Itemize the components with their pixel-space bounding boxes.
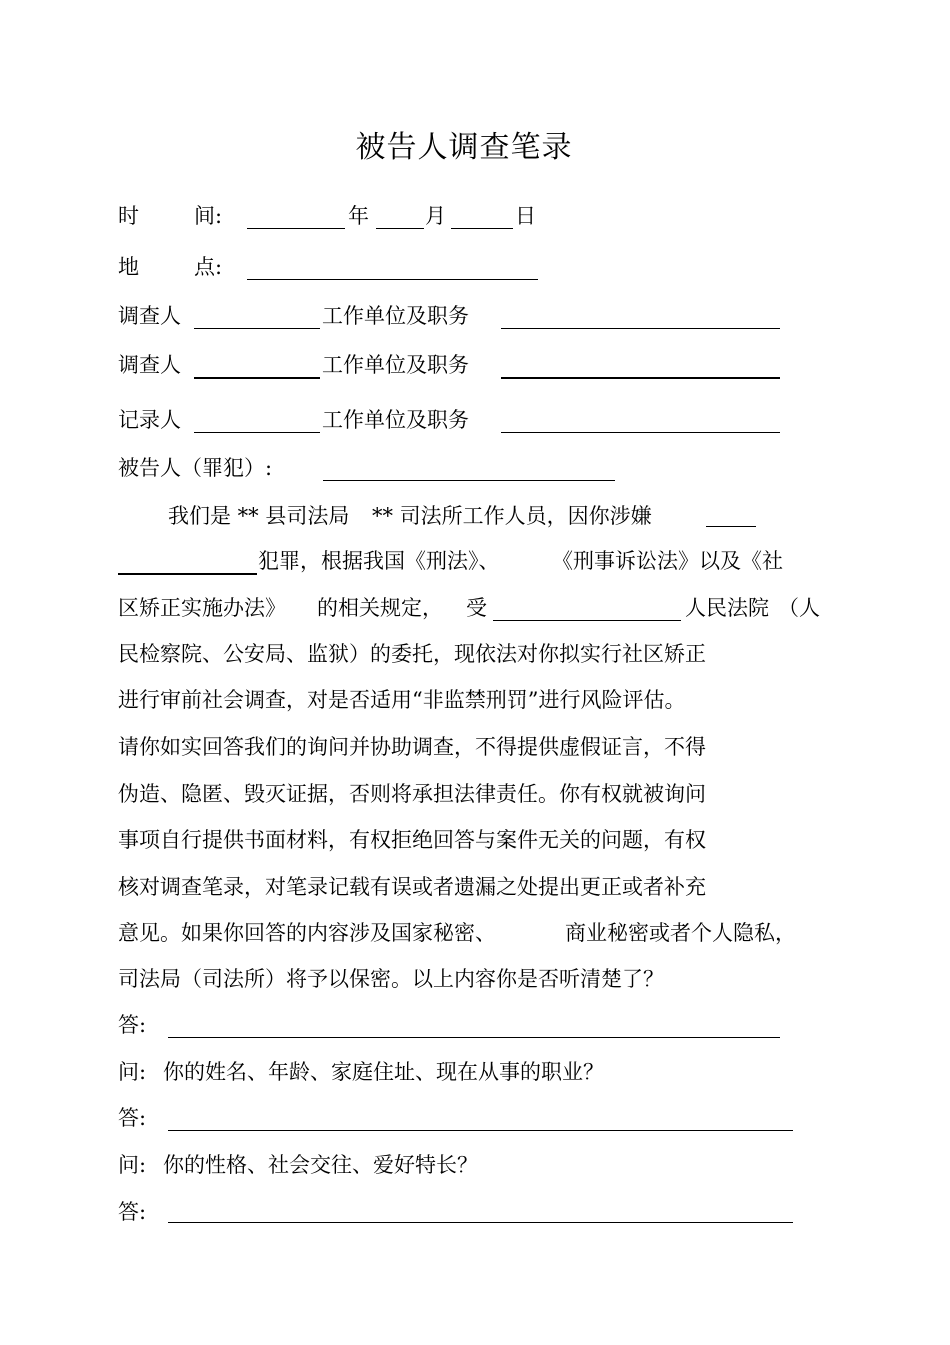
answer-label-2: 答:	[118, 1106, 147, 1130]
place-blank[interactable]	[247, 279, 538, 280]
month-blank[interactable]	[376, 228, 424, 229]
body-line-2a: 犯罪，根据我国《刑法》、	[258, 549, 500, 573]
body-line-5: 进行审前社会调查，对是否适用“非监禁刑罚”进行风险评估。	[118, 688, 686, 712]
defendant-label: 被告人（罪犯）:	[118, 456, 273, 480]
investigator-2-unit-label: 工作单位及职务	[322, 353, 469, 377]
day-label: 日	[515, 204, 536, 228]
investigator-2-name-blank[interactable]	[194, 377, 320, 379]
body-line-6: 请你如实回答我们的询问并协助调查，不得提供虚假证言，不得	[118, 735, 706, 759]
question-label-2: 问:	[118, 1153, 147, 1177]
body-line-11: 司法局（司法所）将予以保密。以上内容你是否听清楚了？	[118, 967, 664, 991]
body-line-3d: 人民法院	[685, 596, 769, 620]
investigator-1-unit-label: 工作单位及职务	[322, 304, 469, 328]
court-blank[interactable]	[493, 620, 681, 621]
recorder-name-blank[interactable]	[194, 432, 320, 433]
place-label-char2: 点:	[194, 255, 223, 279]
question-text-1: 你的姓名、年龄、家庭住址、现在从事的职业？	[163, 1060, 604, 1084]
body-line-7: 伪造、隐匿、毁灭证据，否则将承担法律责任。你有权就被询问	[118, 782, 706, 806]
body-line-3b: 的相关规定，	[317, 596, 443, 620]
body-line-10a: 意见。如果你回答的内容涉及国家秘密、	[118, 921, 496, 945]
body-line-9: 核对调查笔录，对笔录记载有误或者遗漏之处提出更正或者补充	[118, 875, 706, 899]
body-line-3e: （人	[778, 596, 820, 620]
time-label-char1: 时	[118, 204, 139, 228]
body-line-3a: 区矫正实施办法》	[118, 596, 286, 620]
recorder-label: 记录人	[118, 408, 181, 432]
investigator-2-label: 调查人	[118, 353, 181, 377]
answer-blank-1[interactable]	[168, 1037, 780, 1038]
answer-blank-2[interactable]	[168, 1130, 793, 1131]
recorder-unit-label: 工作单位及职务	[322, 408, 469, 432]
recorder-unit-blank[interactable]	[501, 432, 780, 433]
body-line-10b: 商业秘密或者个人隐私，	[565, 921, 796, 945]
year-label: 年	[348, 204, 369, 228]
answer-label-3: 答:	[118, 1200, 147, 1224]
document-title: 被告人调查笔录	[355, 130, 573, 165]
body-line-2b: 《刑事诉讼法》以及《社	[552, 549, 783, 573]
investigator-1-unit-blank[interactable]	[501, 328, 780, 329]
day-blank[interactable]	[451, 228, 513, 229]
place-label-char1: 地	[118, 255, 139, 279]
question-text-2: 你的性格、社会交往、爱好特长？	[163, 1153, 478, 1177]
body-line-1b: ** 司法所工作人员，因你涉嫌	[372, 504, 652, 528]
body-line-4: 民检察院、公安局、监狱）的委托，现依法对你拟实行社区矫正	[118, 642, 706, 666]
answer-blank-3[interactable]	[168, 1222, 793, 1223]
time-label-char2: 间:	[194, 204, 223, 228]
month-label: 月	[425, 204, 446, 228]
crime-blank-b[interactable]	[118, 573, 257, 575]
body-line-1a: 我们是 ** 县司法局	[168, 504, 350, 528]
body-line-3c: 受	[466, 596, 487, 620]
investigator-1-label: 调查人	[118, 304, 181, 328]
crime-blank-a[interactable]	[706, 526, 756, 527]
investigator-2-unit-blank[interactable]	[501, 377, 780, 379]
year-blank[interactable]	[247, 228, 345, 229]
body-line-8: 事项自行提供书面材料，有权拒绝回答与案件无关的问题，有权	[118, 828, 706, 852]
question-label-1: 问:	[118, 1060, 147, 1084]
answer-label-1: 答:	[118, 1013, 147, 1037]
investigator-1-name-blank[interactable]	[194, 328, 320, 329]
defendant-name-blank[interactable]	[323, 480, 615, 481]
